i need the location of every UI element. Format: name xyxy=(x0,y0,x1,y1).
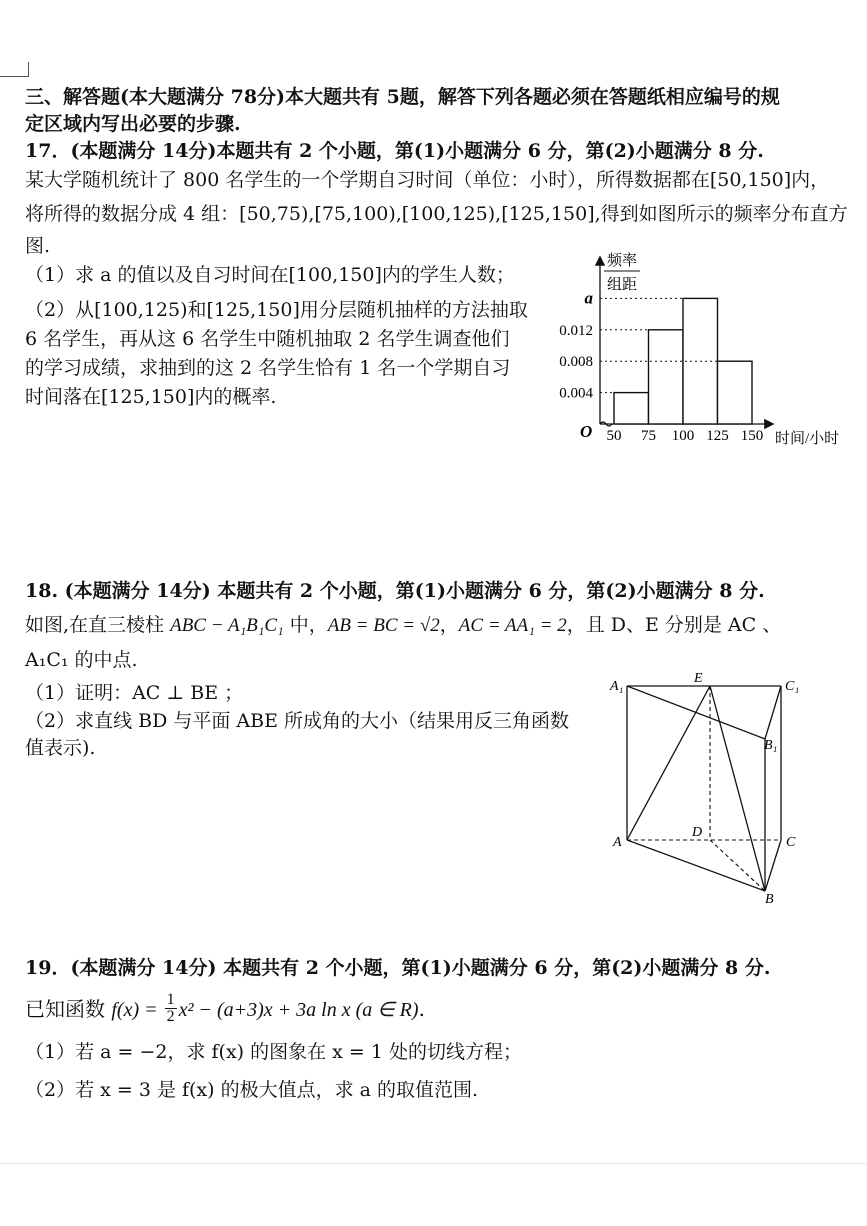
hidden-segment-d-b xyxy=(710,840,765,891)
label-b1: B₁ xyxy=(764,738,778,753)
q18-part1: （1）证明：AC ⊥ BE ； xyxy=(25,682,244,704)
y-label-bottom: 组距 xyxy=(606,277,638,293)
q17-part2-line3: 的学习成绩，求抽到的这 2 名学生恰有 1 名一个学期自习 xyxy=(25,357,511,379)
x-tick-label-2: 75 xyxy=(641,428,656,444)
q18-body-prefix: 如图,在直三棱柱 xyxy=(25,614,171,636)
prism-figure xyxy=(605,668,810,908)
origin-label: O xyxy=(580,422,593,441)
label-b: B xyxy=(765,892,774,907)
q19-fraction-denominator: 2 xyxy=(166,1008,175,1025)
q17-part1: （1）求 a 的值以及自习时间在[100,150]内的学生人数； xyxy=(25,264,515,286)
q18-equation-1: AB = BC = √2 xyxy=(327,615,440,636)
label-e: E xyxy=(694,671,703,686)
q17-part2-line2: 6 名学生，再从这 6 名学生中随机抽取 2 名学生调查他们 xyxy=(25,328,510,350)
section-heading-line1: 三、解答题(本大题满分 78分)本大题共有 5题，解答下列各题必须在答题纸相应编号的规 xyxy=(25,86,780,108)
page-corner-mark xyxy=(0,62,29,77)
histogram-bar-4 xyxy=(718,361,753,424)
q18-body-sep: ， xyxy=(439,614,459,636)
histogram-bar-1 xyxy=(614,393,649,424)
q19-fraction xyxy=(165,992,177,1025)
x-axis-label: 时间/小时 xyxy=(775,431,840,447)
q18-part2-line2: 值表示). xyxy=(25,737,96,759)
q19-part1: （1）若 a = −2，求 f(x) 的图象在 x = 1 处的切线方程； xyxy=(25,1041,522,1063)
q19-function-rhs: x² − (a+3)x + 3a ln x (a ∈ R) xyxy=(178,999,419,1021)
q17-part2-line4: 时间落在[125,150]内的概率. xyxy=(25,386,277,408)
q19-body xyxy=(25,991,425,1027)
segment-e-b xyxy=(710,686,765,891)
section-heading-line2: 定区域内写出必要的步骤. xyxy=(25,113,241,135)
q19-part2: （2）若 x = 3 是 f(x) 的极大值点，求 a 的取值范围. xyxy=(25,1079,479,1101)
edge-a-b xyxy=(627,840,765,891)
label-d: D xyxy=(692,825,703,840)
y-label-top: 频率 xyxy=(606,253,638,269)
q18-body-line1 xyxy=(25,612,781,639)
edge-b1-c1 xyxy=(765,686,781,739)
y-tick-label-1: a xyxy=(584,288,593,308)
q17-header: 17．(本题满分 14分)本题共有 2 个小题，第(1)小题满分 6 分，第(2)小题满分 8 分. xyxy=(25,140,764,162)
x-tick-label-3: 100 xyxy=(671,428,695,444)
y-tick-label-2: 0.012 xyxy=(559,322,593,339)
q17-body-line3: 图. xyxy=(25,235,51,257)
q18-header: 18. (本题满分 14分) 本题共有 2 个小题，第(1)小题满分 6 分，第(2)小题满分 8 分. xyxy=(25,580,765,602)
q17-body-line1: 某大学随机统计了 800 名学生的一个学期自习时间（单位：小时），所得数据都在[50,150]内， xyxy=(25,169,830,191)
q17-part2-line1: （2）从[100,125)和[125,150]用分层随机抽样的方法抽取 xyxy=(25,299,528,321)
q18-equation-2: AC = AA₁ = 2 xyxy=(458,615,567,636)
frequency-histogram xyxy=(540,240,867,455)
q19-body-prefix: 已知函数 xyxy=(25,997,112,1021)
edge-b-c xyxy=(765,840,781,891)
label-c1: C₁ xyxy=(785,679,800,694)
y-tick-label-3: 0.008 xyxy=(559,354,593,371)
label-a: A xyxy=(613,835,622,850)
x-tick-label-5: 150 xyxy=(740,428,764,444)
q19-body-end: . xyxy=(418,997,425,1021)
x-tick-label-4: 125 xyxy=(706,428,729,444)
q19-function-lhs: f(x) = xyxy=(111,999,163,1021)
label-c: C xyxy=(786,835,796,850)
q19-fraction-numerator: 1 xyxy=(166,991,175,1008)
q18-body-mid: 中， xyxy=(283,614,328,636)
q18-body-suffix: ，且 D、E 分别是 AC 、 xyxy=(566,614,782,636)
y-tick-label-4: 0.004 xyxy=(559,385,593,402)
q18-prism-name: ABC − A₁B₁C₁ xyxy=(170,615,284,636)
q19-header: 19．(本题满分 14分) 本题共有 2 个小题，第(1)小题满分 6 分，第(2)小题满分 8 分. xyxy=(25,957,771,979)
q18-body-line2: A₁C₁ 的中点. xyxy=(25,649,138,671)
page-bottom-rule xyxy=(0,1163,867,1164)
label-a1: A₁ xyxy=(610,679,624,694)
q17-body-line2: 将所得的数据分成 4 组：[50,75),[75,100),[100,125),[125,150],得到如图所示的频率分布直方 xyxy=(25,203,848,225)
x-tick-label-1: 50 xyxy=(606,428,622,444)
segment-a-e xyxy=(627,686,710,840)
q18-part2-line1: （2）求直线 BD 与平面 ABE 所成角的大小（结果用反三角函数 xyxy=(25,710,569,732)
histogram-bar-2 xyxy=(649,330,684,424)
